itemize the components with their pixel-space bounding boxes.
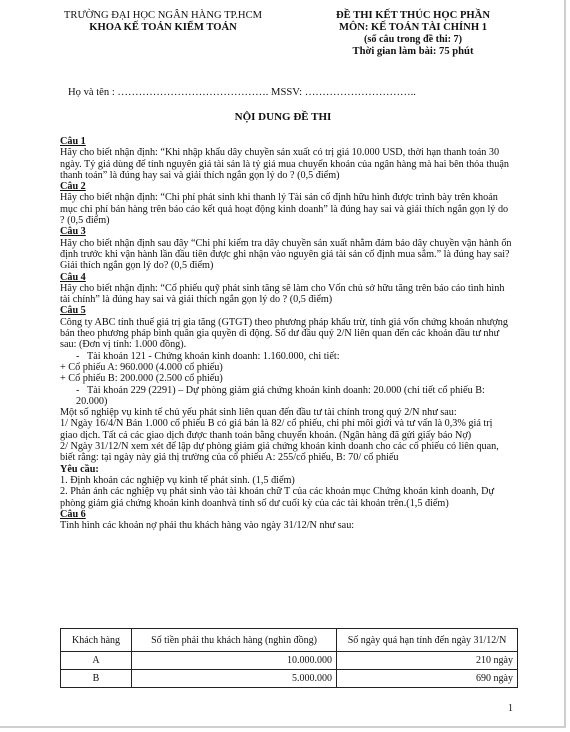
page-number: 1 [508, 703, 513, 714]
table-row [61, 670, 518, 688]
table-header-row [61, 629, 518, 652]
days-cell: 210 ngày [337, 652, 518, 670]
exam-title: ĐỀ THI KẾT THÚC HỌC PHẦN [336, 10, 490, 21]
question-count: (số câu trong đề thi: 7) [363, 34, 462, 45]
exam-duration: Thời gian làm bài: 75 phút [352, 46, 474, 57]
faculty-name: KHOA KẾ TOÁN KIỂM TOÁN [89, 22, 237, 33]
stock-a-line: + Cổ phiếu A: 960.000 (4.000 cổ phiếu) [60, 361, 223, 373]
exam-content [60, 136, 512, 531]
days-cell: 690 ngày [337, 670, 518, 688]
customer-cell: A [61, 652, 132, 670]
question-3-text: Hãy cho biết nhận định sau đây “Chi phí kiểm tra dây chuyền sản xuất nhằm đảm bảo dây chuyền vận hành ổn định trước khi vận hành lần đầu tiên được ghi nhận vào nguyên giá tài sản cố định mua sắm.” là đúng hay sai? Giải thích ngắn gọn lý do? (0,5 điểm) [60, 237, 512, 272]
subject-name: MÔN: KẾ TOÁN TÀI CHÍNH 1 [338, 22, 488, 33]
question-1-text: Hãy cho biết nhận định: “Khi nhập khẩu dây chuyền sản xuất có trị giá 10.000 USD, thời hạn thanh toán 30 ngày. Tỷ giá dùng để tính nguyên giá tài sản là tỷ giá mua chuyển khoản của ngân hàng mà hai bên thỏa thuận thanh toán” là đúng hay sai và giải thích ngắn gọn lý do ? (0,5 điểm) [60, 147, 509, 181]
column-header-amount: Số tiền phải thu khách hàng (nghìn đồng) [132, 629, 337, 652]
question-3-label: Câu 3 [60, 226, 86, 238]
event-1: 1/ Ngày 16/4/N Bán 1.000 cổ phiếu B có giá bán là 82/ cổ phiếu, chi phí môi giới và tư vấn là 0,3% giá trị giao dịch. Tất cả các giao dịch được thanh toán bằng chuyển khoản. (Ngân hàng đã gửi giấy báo Nợ) [60, 418, 493, 441]
event-2: 2/ Ngày 31/12/N xem xét để lập dự phòng giảm giá chứng khoán kinh doanh cho các cổ phiếu có liên quan, biết rằng: tại ngày này giá thị trường của cổ phiếu A: 255/cổ phiếu, B: 70/ cổ phiếu [60, 441, 499, 464]
stock-b-line: + Cổ phiếu B: 200.000 (2.500 cổ phiếu) [60, 373, 223, 385]
university-name: TRƯỜNG ĐẠI HỌC NGÂN HÀNG TP.HCM [63, 10, 263, 21]
requirements-label: Yêu cầu: [60, 463, 99, 475]
table-row [61, 652, 518, 670]
amount-cell: 5.000.000 [132, 670, 337, 688]
account-121-line: - Tài khoản 121 - Chứng khoán kinh doanh: 1.160.000, chi tiết: [76, 350, 340, 362]
question-1-label: Câu 1 [60, 136, 86, 147]
requirement-1: 1. Định khoản các nghiệp vụ kinh tế phát sinh. (1,5 điểm) [60, 474, 295, 486]
amount-cell: 10.000.000 [132, 652, 337, 670]
section-title: NỘI DUNG ĐỀ THI [234, 111, 332, 123]
account-229-line: - Tài khoản 229 (2291) – Dự phòng giảm giá chứng khoán kinh doanh: 20.000 (chi tiết cổ phiếu B: 20.000) [76, 384, 485, 407]
events-intro: Một số nghiệp vụ kinh tế chủ yếu phát sinh liên quan đến đầu tư tài chính trong quý 2/N như sau: [60, 407, 457, 419]
header-right [318, 10, 508, 58]
question-2-label: Câu 2 [60, 181, 86, 193]
student-info-line: Họ và tên : ……………………………………. MSSV: ………………………….. [68, 87, 416, 98]
question-4-text: Hãy cho biết nhận định: “Cổ phiếu quỹ phát sinh tăng sẽ làm cho Vốn chủ sở hữu tăng trên báo cáo tình hình tài chính” là đúng hay sai và giải thích ngắn gọn lý do ? (0,5 điểm) [60, 282, 505, 306]
customer-cell: B [61, 670, 132, 688]
question-6-label: Câu 6 [60, 508, 86, 520]
question-5-label: Câu 5 [60, 305, 86, 317]
question-5-intro: Công ty ABC tính thuế giá trị gia tăng (GTGT) theo phương pháp khấu trừ, tính giá vốn chứng khoán nhượng bán theo phương pháp bình quân gia quyền di động. Số dư đầu quý 2/N liên quan đến các khoản đầu tư như sau: (Đơn vị tính: 1.000 đồng). [60, 316, 508, 351]
requirement-2: 2. Phản ánh các nghiệp vụ phát sinh vào tài khoản chữ T của các khoản mục Chứng khoán kinh doanh, Dự phòng giảm giá chứng khoán kinh doanhvà tính số dư cuối kỳ của các tài khoản trên.(1,5 điểm) [60, 486, 495, 509]
column-header-customer: Khách hàng [61, 629, 132, 652]
question-6-text: Tình hình các khoản nợ phải thu khách hàng vào ngày 31/12/N như sau: [60, 520, 355, 532]
column-header-days: Số ngày quá hạn tính đến ngày 31/12/N [337, 629, 518, 652]
header-left [58, 10, 268, 34]
question-2-text: Hãy cho biết nhận định: “Chi phí phát sinh khi thanh lý Tài sản cố định hữu hình được trình bày trên khoản mục chi phí bán hàng trên báo cáo kết quả hoạt động kinh doanh” là đúng hay sai và giải thích ngắn gọn lý do ? (0,5 điểm) [60, 192, 509, 227]
receivables-table [60, 628, 518, 688]
question-4-label: Câu 4 [60, 271, 86, 283]
